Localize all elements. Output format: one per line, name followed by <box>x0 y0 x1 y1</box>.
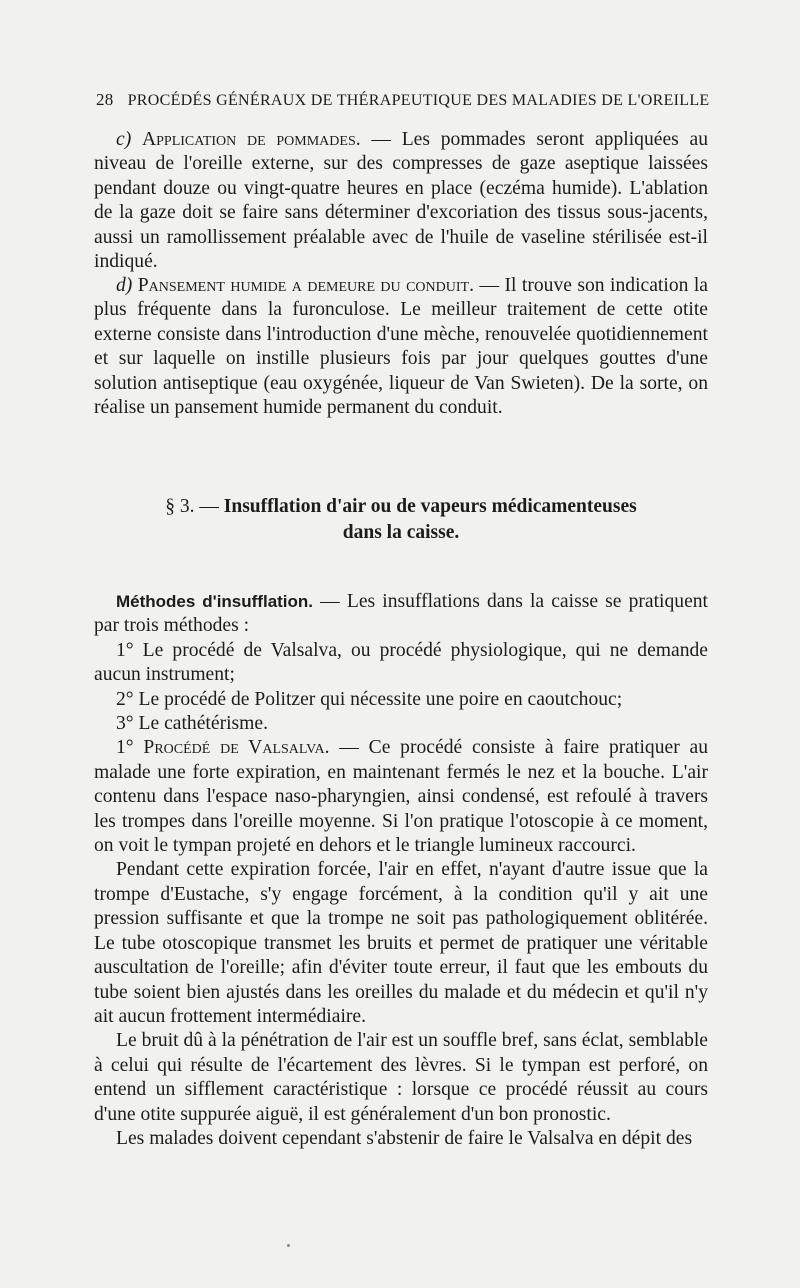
running-title: PROCÉDÉS GÉNÉRAUX DE THÉRAPEUTIQUE DES MALADIES DE L'OREILLE <box>127 92 710 109</box>
section-heading <box>94 494 708 546</box>
para-c-heading: Application de pommades. <box>141 129 361 150</box>
para-d-text: — Il trouve son indication la plus fréquente dans la furonculose. Le meilleur traitement de cette otite externe consiste dans l'introduction d'une mèche, renouvelée quotidiennement et sur laquelle on instille plusieurs fois par jour quelques gouttes d'une solution antiseptique (eau oxygénée, liqueur de Van Swieten). De la sorte, on réalise un pansement humide permanent du conduit. <box>94 275 708 419</box>
paragraph-expiration: Pendant cette expiration forcée, l'air en effet, n'ayant d'autre issue que la trompe d'Eustache, s'y engage forcément, à la condition qu'il y ait une pression suffisante et que la trompe ne soit pas pathologiquement oblitérée. Le tube otoscopique transmet les bruits et permet de pratiquer une véritable auscultation de l'oreille; afin d'éviter toute erreur, il faut que les embouts du tube soient bien ajustés dans les oreilles du malade et du médecin et qu'il n'y ait aucun frottement intermédiaire. <box>94 859 708 1027</box>
section-number: § 3. — <box>165 496 224 517</box>
main-text-block <box>94 590 708 1151</box>
list-item: 1° Le procédé de Valsalva, ou procédé physiologique, qui ne demande aucun instrument; <box>94 639 708 686</box>
para-c-label: c) <box>116 129 132 150</box>
para-d-label: d) <box>116 275 133 296</box>
paragraph-bruit: Le bruit dû à la pénétration de l'air est un souffle bref, sans éclat, semblable à celui qui résulte de l'écartement des lèvres. Si le tympan est perforé, on entend un sifflement caractéristique : lorsque ce procédé réussit au cours d'une otite suppurée aiguë, il est généralement d'un bon pronostic. <box>94 1030 708 1125</box>
methodes-text: — Les insufflations dans la caisse se pratiquent par trois méthodes : <box>94 591 709 637</box>
methodes-heading: Méthodes d'insufflation. <box>116 592 314 611</box>
para-c-text: — Les pommades seront appliquées au niveau de l'oreille externe, sur des compresses de gaze aseptique laissées pendant douze ou vingt-quatre heures en place (eczéma humide). L'ablation de la gaze doit se faire sans déterminer d'excoriation des tissus sous-jacents, aussi un ramollissement préalable avec de l'huile de vaseline stérilisée est-il indiqué. <box>94 129 708 273</box>
page-number: 28 <box>96 90 114 109</box>
paragraph-malades: Les malades doivent cependant s'abstenir de faire le Valsalva en dépit des <box>116 1127 693 1149</box>
paragraph-methodes <box>94 590 708 639</box>
valsalva-text: — Ce procédé consiste à faire pratiquer au malade une forte expiration, en maintenant fermés le nez et la bouche. L'air contenu dans l'espace naso-pharyngien, ainsi condensé, est refoulé à travers les trompes dans l'oreille moyenne. Si l'on pratique l'otoscopie à ce moment, on voit le tympan projeté en dehors et le triangle lumineux raccourci. <box>94 737 709 857</box>
paragraph-valsalva <box>94 736 708 858</box>
running-header <box>96 90 710 110</box>
valsalva-label: 1° <box>116 737 144 759</box>
paragraph-application-pommades <box>94 128 708 274</box>
section-title-line1: Insufflation d'air ou de vapeurs médicamenteuses <box>223 496 637 517</box>
print-speck <box>287 1244 290 1247</box>
valsalva-heading: Procédé de Valsalva. <box>143 737 330 759</box>
list-item: 2° Le procédé de Politzer qui nécessite une poire en caoutchouc; <box>116 688 623 710</box>
para-d-heading: Pansement humide a demeure du conduit. <box>137 275 474 296</box>
paragraph-pansement-humide <box>94 274 708 420</box>
section-title-line2: dans la caisse. <box>342 522 460 543</box>
list-item: 3° Le cathétérisme. <box>116 713 268 735</box>
